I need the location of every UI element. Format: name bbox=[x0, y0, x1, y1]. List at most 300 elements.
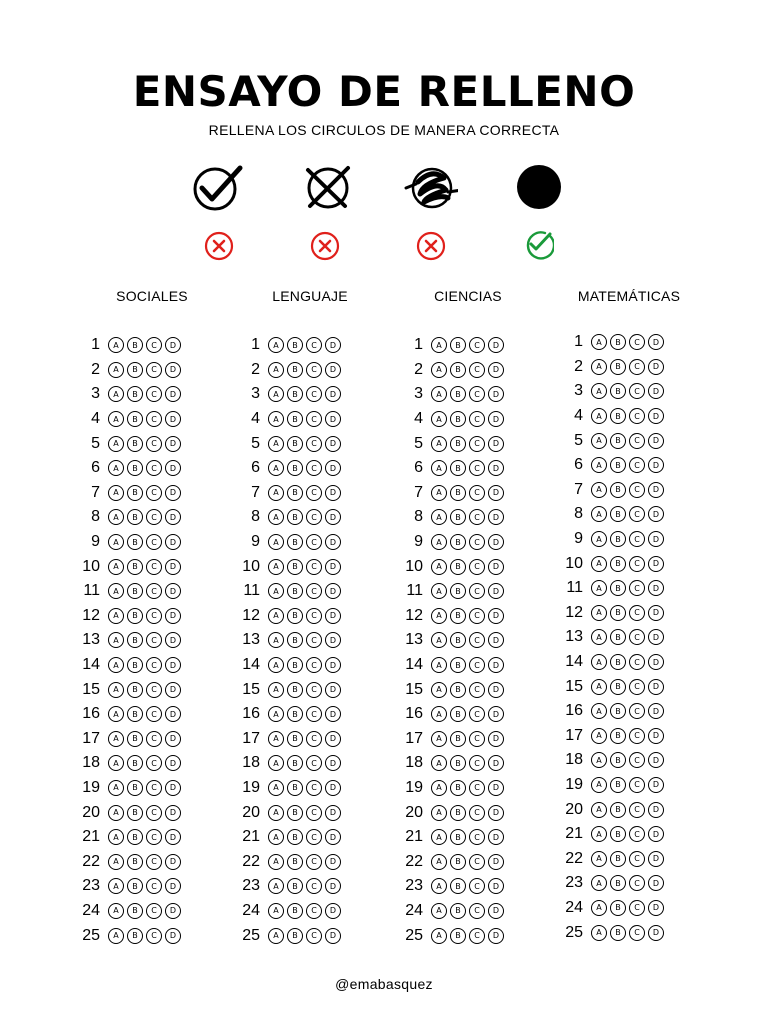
answer-bubble-b[interactable]: B bbox=[287, 878, 303, 894]
answer-bubble-d[interactable]: D bbox=[165, 632, 181, 648]
answer-bubble-c[interactable]: C bbox=[146, 460, 162, 476]
answer-bubble-a[interactable]: A bbox=[431, 878, 447, 894]
answer-bubble-a[interactable]: A bbox=[591, 334, 607, 350]
answer-bubble-b[interactable]: B bbox=[450, 436, 466, 452]
answer-bubble-c[interactable]: C bbox=[629, 334, 645, 350]
answer-bubble-c[interactable]: C bbox=[629, 556, 645, 572]
answer-bubble-c[interactable]: C bbox=[629, 925, 645, 941]
answer-bubble-b[interactable]: B bbox=[127, 829, 143, 845]
answer-bubble-a[interactable]: A bbox=[268, 411, 284, 427]
answer-bubble-c[interactable]: C bbox=[629, 777, 645, 793]
answer-bubble-a[interactable]: A bbox=[431, 682, 447, 698]
answer-bubble-b[interactable]: B bbox=[287, 755, 303, 771]
answer-bubble-b[interactable]: B bbox=[610, 482, 626, 498]
answer-bubble-a[interactable]: A bbox=[431, 780, 447, 796]
answer-bubble-a[interactable]: A bbox=[268, 878, 284, 894]
answer-bubble-a[interactable]: A bbox=[268, 460, 284, 476]
answer-bubble-a[interactable]: A bbox=[431, 485, 447, 501]
answer-bubble-d[interactable]: D bbox=[165, 780, 181, 796]
answer-bubble-c[interactable]: C bbox=[469, 386, 485, 402]
answer-bubble-c[interactable]: C bbox=[306, 436, 322, 452]
answer-bubble-b[interactable]: B bbox=[127, 411, 143, 427]
answer-bubble-d[interactable]: D bbox=[325, 706, 341, 722]
answer-bubble-d[interactable]: D bbox=[165, 411, 181, 427]
answer-bubble-a[interactable]: A bbox=[431, 928, 447, 944]
answer-bubble-a[interactable]: A bbox=[108, 829, 124, 845]
answer-bubble-d[interactable]: D bbox=[648, 359, 664, 375]
answer-bubble-b[interactable]: B bbox=[610, 925, 626, 941]
answer-bubble-b[interactable]: B bbox=[127, 755, 143, 771]
answer-bubble-b[interactable]: B bbox=[450, 928, 466, 944]
answer-bubble-a[interactable]: A bbox=[108, 854, 124, 870]
answer-bubble-c[interactable]: C bbox=[146, 583, 162, 599]
answer-bubble-c[interactable]: C bbox=[469, 878, 485, 894]
answer-bubble-c[interactable]: C bbox=[629, 875, 645, 891]
answer-bubble-a[interactable]: A bbox=[268, 436, 284, 452]
answer-bubble-c[interactable]: C bbox=[469, 632, 485, 648]
answer-bubble-b[interactable]: B bbox=[450, 632, 466, 648]
answer-bubble-c[interactable]: C bbox=[146, 903, 162, 919]
answer-bubble-c[interactable]: C bbox=[306, 657, 322, 673]
answer-bubble-d[interactable]: D bbox=[648, 679, 664, 695]
answer-bubble-a[interactable]: A bbox=[431, 559, 447, 575]
answer-bubble-c[interactable]: C bbox=[146, 436, 162, 452]
answer-bubble-c[interactable]: C bbox=[146, 731, 162, 747]
answer-bubble-b[interactable]: B bbox=[127, 583, 143, 599]
answer-bubble-d[interactable]: D bbox=[325, 386, 341, 402]
answer-bubble-b[interactable]: B bbox=[287, 903, 303, 919]
answer-bubble-c[interactable]: C bbox=[306, 386, 322, 402]
answer-bubble-a[interactable]: A bbox=[591, 531, 607, 547]
answer-bubble-b[interactable]: B bbox=[127, 928, 143, 944]
answer-bubble-d[interactable]: D bbox=[488, 706, 504, 722]
answer-bubble-b[interactable]: B bbox=[610, 556, 626, 572]
answer-bubble-a[interactable]: A bbox=[591, 629, 607, 645]
answer-bubble-a[interactable]: A bbox=[268, 706, 284, 722]
answer-bubble-a[interactable]: A bbox=[268, 854, 284, 870]
answer-bubble-d[interactable]: D bbox=[325, 583, 341, 599]
answer-bubble-d[interactable]: D bbox=[325, 829, 341, 845]
answer-bubble-a[interactable]: A bbox=[591, 482, 607, 498]
answer-bubble-b[interactable]: B bbox=[287, 854, 303, 870]
answer-bubble-a[interactable]: A bbox=[108, 559, 124, 575]
answer-bubble-d[interactable]: D bbox=[488, 559, 504, 575]
answer-bubble-a[interactable]: A bbox=[268, 509, 284, 525]
answer-bubble-a[interactable]: A bbox=[591, 826, 607, 842]
answer-bubble-c[interactable]: C bbox=[629, 679, 645, 695]
answer-bubble-d[interactable]: D bbox=[165, 829, 181, 845]
answer-bubble-a[interactable]: A bbox=[268, 362, 284, 378]
answer-bubble-d[interactable]: D bbox=[648, 777, 664, 793]
answer-bubble-c[interactable]: C bbox=[146, 755, 162, 771]
answer-bubble-d[interactable]: D bbox=[325, 854, 341, 870]
answer-bubble-c[interactable]: C bbox=[306, 682, 322, 698]
answer-bubble-b[interactable]: B bbox=[287, 829, 303, 845]
answer-bubble-c[interactable]: C bbox=[629, 433, 645, 449]
answer-bubble-b[interactable]: B bbox=[610, 334, 626, 350]
answer-bubble-d[interactable]: D bbox=[165, 854, 181, 870]
answer-bubble-a[interactable]: A bbox=[431, 805, 447, 821]
answer-bubble-a[interactable]: A bbox=[268, 583, 284, 599]
answer-bubble-a[interactable]: A bbox=[268, 559, 284, 575]
answer-bubble-d[interactable]: D bbox=[648, 605, 664, 621]
answer-bubble-c[interactable]: C bbox=[306, 706, 322, 722]
answer-bubble-d[interactable]: D bbox=[488, 436, 504, 452]
answer-bubble-c[interactable]: C bbox=[469, 829, 485, 845]
answer-bubble-b[interactable]: B bbox=[127, 780, 143, 796]
answer-bubble-a[interactable]: A bbox=[108, 903, 124, 919]
answer-bubble-a[interactable]: A bbox=[431, 854, 447, 870]
answer-bubble-d[interactable]: D bbox=[648, 433, 664, 449]
answer-bubble-c[interactable]: C bbox=[146, 632, 162, 648]
answer-bubble-a[interactable]: A bbox=[268, 608, 284, 624]
answer-bubble-c[interactable]: C bbox=[629, 851, 645, 867]
answer-bubble-d[interactable]: D bbox=[165, 485, 181, 501]
answer-bubble-c[interactable]: C bbox=[469, 805, 485, 821]
answer-bubble-c[interactable]: C bbox=[469, 928, 485, 944]
answer-bubble-d[interactable]: D bbox=[488, 460, 504, 476]
answer-bubble-d[interactable]: D bbox=[648, 925, 664, 941]
answer-bubble-a[interactable]: A bbox=[591, 506, 607, 522]
answer-bubble-d[interactable]: D bbox=[325, 632, 341, 648]
answer-bubble-d[interactable]: D bbox=[488, 337, 504, 353]
answer-bubble-a[interactable]: A bbox=[268, 682, 284, 698]
answer-bubble-a[interactable]: A bbox=[268, 780, 284, 796]
answer-bubble-b[interactable]: B bbox=[127, 731, 143, 747]
answer-bubble-b[interactable]: B bbox=[610, 900, 626, 916]
answer-bubble-c[interactable]: C bbox=[306, 583, 322, 599]
answer-bubble-d[interactable]: D bbox=[488, 903, 504, 919]
answer-bubble-a[interactable]: A bbox=[268, 928, 284, 944]
answer-bubble-a[interactable]: A bbox=[108, 878, 124, 894]
answer-bubble-d[interactable]: D bbox=[488, 362, 504, 378]
answer-bubble-a[interactable]: A bbox=[268, 534, 284, 550]
answer-bubble-b[interactable]: B bbox=[450, 608, 466, 624]
answer-bubble-d[interactable]: D bbox=[488, 509, 504, 525]
answer-bubble-a[interactable]: A bbox=[268, 386, 284, 402]
answer-bubble-a[interactable]: A bbox=[268, 731, 284, 747]
answer-bubble-b[interactable]: B bbox=[450, 854, 466, 870]
answer-bubble-a[interactable]: A bbox=[431, 460, 447, 476]
answer-bubble-b[interactable]: B bbox=[287, 780, 303, 796]
answer-bubble-b[interactable]: B bbox=[127, 534, 143, 550]
answer-bubble-d[interactable]: D bbox=[648, 383, 664, 399]
answer-bubble-c[interactable]: C bbox=[629, 900, 645, 916]
answer-bubble-c[interactable]: C bbox=[306, 608, 322, 624]
answer-bubble-b[interactable]: B bbox=[287, 805, 303, 821]
answer-bubble-b[interactable]: B bbox=[610, 580, 626, 596]
answer-bubble-a[interactable]: A bbox=[591, 556, 607, 572]
answer-bubble-c[interactable]: C bbox=[629, 580, 645, 596]
answer-bubble-c[interactable]: C bbox=[469, 485, 485, 501]
answer-bubble-c[interactable]: C bbox=[146, 608, 162, 624]
answer-bubble-a[interactable]: A bbox=[591, 752, 607, 768]
answer-bubble-d[interactable]: D bbox=[325, 534, 341, 550]
answer-bubble-a[interactable]: A bbox=[108, 928, 124, 944]
answer-bubble-b[interactable]: B bbox=[287, 386, 303, 402]
answer-bubble-a[interactable]: A bbox=[268, 337, 284, 353]
answer-bubble-a[interactable]: A bbox=[108, 682, 124, 698]
answer-bubble-a[interactable]: A bbox=[268, 903, 284, 919]
answer-bubble-b[interactable]: B bbox=[450, 878, 466, 894]
answer-bubble-a[interactable]: A bbox=[591, 679, 607, 695]
answer-bubble-c[interactable]: C bbox=[306, 485, 322, 501]
answer-bubble-d[interactable]: D bbox=[488, 657, 504, 673]
answer-bubble-b[interactable]: B bbox=[287, 460, 303, 476]
answer-bubble-d[interactable]: D bbox=[165, 608, 181, 624]
answer-bubble-a[interactable]: A bbox=[431, 657, 447, 673]
answer-bubble-a[interactable]: A bbox=[108, 608, 124, 624]
answer-bubble-a[interactable]: A bbox=[108, 485, 124, 501]
answer-bubble-b[interactable]: B bbox=[127, 657, 143, 673]
answer-bubble-d[interactable]: D bbox=[165, 706, 181, 722]
answer-bubble-c[interactable]: C bbox=[146, 509, 162, 525]
answer-bubble-d[interactable]: D bbox=[488, 608, 504, 624]
answer-bubble-d[interactable]: D bbox=[165, 731, 181, 747]
answer-bubble-c[interactable]: C bbox=[629, 506, 645, 522]
answer-bubble-a[interactable]: A bbox=[431, 608, 447, 624]
answer-bubble-b[interactable]: B bbox=[287, 608, 303, 624]
answer-bubble-a[interactable]: A bbox=[431, 829, 447, 845]
answer-bubble-b[interactable]: B bbox=[287, 337, 303, 353]
answer-bubble-b[interactable]: B bbox=[610, 851, 626, 867]
answer-bubble-d[interactable]: D bbox=[325, 755, 341, 771]
answer-bubble-a[interactable]: A bbox=[591, 875, 607, 891]
answer-bubble-b[interactable]: B bbox=[450, 755, 466, 771]
answer-bubble-c[interactable]: C bbox=[306, 780, 322, 796]
answer-bubble-b[interactable]: B bbox=[610, 826, 626, 842]
answer-bubble-b[interactable]: B bbox=[450, 411, 466, 427]
answer-bubble-b[interactable]: B bbox=[610, 654, 626, 670]
answer-bubble-c[interactable]: C bbox=[306, 805, 322, 821]
answer-bubble-b[interactable]: B bbox=[450, 805, 466, 821]
answer-bubble-b[interactable]: B bbox=[127, 682, 143, 698]
answer-bubble-b[interactable]: B bbox=[450, 337, 466, 353]
answer-bubble-b[interactable]: B bbox=[287, 731, 303, 747]
answer-bubble-b[interactable]: B bbox=[450, 362, 466, 378]
answer-bubble-a[interactable]: A bbox=[591, 433, 607, 449]
answer-bubble-d[interactable]: D bbox=[488, 878, 504, 894]
answer-bubble-c[interactable]: C bbox=[146, 805, 162, 821]
answer-bubble-c[interactable]: C bbox=[469, 731, 485, 747]
answer-bubble-b[interactable]: B bbox=[610, 408, 626, 424]
answer-bubble-a[interactable]: A bbox=[108, 706, 124, 722]
answer-bubble-d[interactable]: D bbox=[165, 583, 181, 599]
answer-bubble-b[interactable]: B bbox=[610, 802, 626, 818]
answer-bubble-a[interactable]: A bbox=[431, 386, 447, 402]
answer-bubble-c[interactable]: C bbox=[146, 386, 162, 402]
answer-bubble-b[interactable]: B bbox=[450, 509, 466, 525]
answer-bubble-b[interactable]: B bbox=[610, 875, 626, 891]
answer-bubble-b[interactable]: B bbox=[450, 731, 466, 747]
answer-bubble-b[interactable]: B bbox=[127, 436, 143, 452]
answer-bubble-b[interactable]: B bbox=[610, 506, 626, 522]
answer-bubble-d[interactable]: D bbox=[648, 482, 664, 498]
answer-bubble-b[interactable]: B bbox=[127, 632, 143, 648]
answer-bubble-b[interactable]: B bbox=[450, 386, 466, 402]
answer-bubble-b[interactable]: B bbox=[287, 583, 303, 599]
answer-bubble-d[interactable]: D bbox=[325, 878, 341, 894]
answer-bubble-c[interactable]: C bbox=[146, 657, 162, 673]
answer-bubble-b[interactable]: B bbox=[287, 485, 303, 501]
answer-bubble-c[interactable]: C bbox=[306, 534, 322, 550]
answer-bubble-d[interactable]: D bbox=[165, 436, 181, 452]
answer-bubble-b[interactable]: B bbox=[450, 682, 466, 698]
answer-bubble-b[interactable]: B bbox=[610, 752, 626, 768]
answer-bubble-d[interactable]: D bbox=[488, 731, 504, 747]
answer-bubble-d[interactable]: D bbox=[488, 583, 504, 599]
answer-bubble-d[interactable]: D bbox=[325, 411, 341, 427]
answer-bubble-c[interactable]: C bbox=[629, 408, 645, 424]
answer-bubble-b[interactable]: B bbox=[450, 829, 466, 845]
answer-bubble-a[interactable]: A bbox=[268, 829, 284, 845]
answer-bubble-c[interactable]: C bbox=[629, 826, 645, 842]
answer-bubble-d[interactable]: D bbox=[648, 334, 664, 350]
answer-bubble-b[interactable]: B bbox=[127, 903, 143, 919]
answer-bubble-d[interactable]: D bbox=[648, 851, 664, 867]
answer-bubble-d[interactable]: D bbox=[488, 854, 504, 870]
answer-bubble-d[interactable]: D bbox=[648, 531, 664, 547]
answer-bubble-d[interactable]: D bbox=[325, 436, 341, 452]
answer-bubble-a[interactable]: A bbox=[431, 903, 447, 919]
answer-bubble-c[interactable]: C bbox=[306, 755, 322, 771]
answer-bubble-d[interactable]: D bbox=[165, 903, 181, 919]
answer-bubble-c[interactable]: C bbox=[469, 460, 485, 476]
answer-bubble-a[interactable]: A bbox=[108, 411, 124, 427]
answer-bubble-d[interactable]: D bbox=[325, 460, 341, 476]
answer-bubble-b[interactable]: B bbox=[610, 605, 626, 621]
answer-bubble-d[interactable]: D bbox=[648, 654, 664, 670]
answer-bubble-d[interactable]: D bbox=[165, 878, 181, 894]
answer-bubble-b[interactable]: B bbox=[287, 632, 303, 648]
answer-bubble-b[interactable]: B bbox=[287, 657, 303, 673]
answer-bubble-c[interactable]: C bbox=[306, 362, 322, 378]
answer-bubble-c[interactable]: C bbox=[146, 534, 162, 550]
answer-bubble-b[interactable]: B bbox=[450, 583, 466, 599]
answer-bubble-d[interactable]: D bbox=[648, 580, 664, 596]
answer-bubble-d[interactable]: D bbox=[648, 802, 664, 818]
answer-bubble-c[interactable]: C bbox=[629, 802, 645, 818]
answer-bubble-a[interactable]: A bbox=[431, 509, 447, 525]
answer-bubble-b[interactable]: B bbox=[610, 703, 626, 719]
answer-bubble-c[interactable]: C bbox=[146, 559, 162, 575]
answer-bubble-a[interactable]: A bbox=[431, 411, 447, 427]
answer-bubble-b[interactable]: B bbox=[450, 657, 466, 673]
answer-bubble-b[interactable]: B bbox=[610, 629, 626, 645]
answer-bubble-b[interactable]: B bbox=[610, 777, 626, 793]
answer-bubble-d[interactable]: D bbox=[648, 752, 664, 768]
answer-bubble-b[interactable]: B bbox=[610, 531, 626, 547]
answer-bubble-c[interactable]: C bbox=[146, 854, 162, 870]
answer-bubble-d[interactable]: D bbox=[165, 337, 181, 353]
answer-bubble-c[interactable]: C bbox=[306, 559, 322, 575]
answer-bubble-d[interactable]: D bbox=[325, 337, 341, 353]
answer-bubble-a[interactable]: A bbox=[108, 386, 124, 402]
answer-bubble-d[interactable]: D bbox=[488, 682, 504, 698]
answer-bubble-a[interactable]: A bbox=[108, 731, 124, 747]
answer-bubble-b[interactable]: B bbox=[127, 805, 143, 821]
answer-bubble-d[interactable]: D bbox=[648, 900, 664, 916]
answer-bubble-c[interactable]: C bbox=[629, 752, 645, 768]
answer-bubble-d[interactable]: D bbox=[648, 506, 664, 522]
answer-bubble-a[interactable]: A bbox=[108, 755, 124, 771]
answer-bubble-d[interactable]: D bbox=[165, 755, 181, 771]
answer-bubble-a[interactable]: A bbox=[431, 337, 447, 353]
answer-bubble-d[interactable]: D bbox=[648, 556, 664, 572]
answer-bubble-a[interactable]: A bbox=[268, 805, 284, 821]
answer-bubble-a[interactable]: A bbox=[591, 802, 607, 818]
answer-bubble-c[interactable]: C bbox=[629, 359, 645, 375]
answer-bubble-d[interactable]: D bbox=[325, 780, 341, 796]
answer-bubble-d[interactable]: D bbox=[165, 460, 181, 476]
answer-bubble-a[interactable]: A bbox=[431, 731, 447, 747]
answer-bubble-a[interactable]: A bbox=[108, 337, 124, 353]
answer-bubble-b[interactable]: B bbox=[287, 362, 303, 378]
answer-bubble-c[interactable]: C bbox=[306, 460, 322, 476]
answer-bubble-a[interactable]: A bbox=[591, 457, 607, 473]
answer-bubble-b[interactable]: B bbox=[127, 854, 143, 870]
answer-bubble-a[interactable]: A bbox=[591, 408, 607, 424]
answer-bubble-d[interactable]: D bbox=[325, 805, 341, 821]
answer-bubble-c[interactable]: C bbox=[469, 682, 485, 698]
answer-bubble-b[interactable]: B bbox=[450, 534, 466, 550]
answer-bubble-a[interactable]: A bbox=[431, 436, 447, 452]
answer-bubble-c[interactable]: C bbox=[306, 928, 322, 944]
answer-bubble-b[interactable]: B bbox=[287, 928, 303, 944]
answer-bubble-d[interactable]: D bbox=[648, 875, 664, 891]
answer-bubble-b[interactable]: B bbox=[450, 706, 466, 722]
answer-bubble-b[interactable]: B bbox=[287, 534, 303, 550]
answer-bubble-a[interactable]: A bbox=[591, 703, 607, 719]
answer-bubble-c[interactable]: C bbox=[469, 534, 485, 550]
answer-bubble-c[interactable]: C bbox=[469, 337, 485, 353]
answer-bubble-d[interactable]: D bbox=[165, 805, 181, 821]
answer-bubble-b[interactable]: B bbox=[450, 485, 466, 501]
answer-bubble-d[interactable]: D bbox=[488, 386, 504, 402]
answer-bubble-c[interactable]: C bbox=[469, 608, 485, 624]
answer-bubble-b[interactable]: B bbox=[287, 706, 303, 722]
answer-bubble-b[interactable]: B bbox=[127, 337, 143, 353]
answer-bubble-c[interactable]: C bbox=[469, 780, 485, 796]
answer-bubble-c[interactable]: C bbox=[306, 878, 322, 894]
answer-bubble-a[interactable]: A bbox=[591, 383, 607, 399]
answer-bubble-a[interactable]: A bbox=[268, 657, 284, 673]
answer-bubble-c[interactable]: C bbox=[306, 509, 322, 525]
answer-bubble-c[interactable]: C bbox=[469, 583, 485, 599]
answer-bubble-d[interactable]: D bbox=[488, 632, 504, 648]
answer-bubble-b[interactable]: B bbox=[450, 780, 466, 796]
answer-bubble-b[interactable]: B bbox=[610, 359, 626, 375]
answer-bubble-c[interactable]: C bbox=[469, 411, 485, 427]
answer-bubble-b[interactable]: B bbox=[127, 485, 143, 501]
answer-bubble-a[interactable]: A bbox=[591, 359, 607, 375]
answer-bubble-d[interactable]: D bbox=[488, 534, 504, 550]
answer-bubble-b[interactable]: B bbox=[610, 679, 626, 695]
answer-bubble-a[interactable]: A bbox=[108, 657, 124, 673]
answer-bubble-c[interactable]: C bbox=[469, 755, 485, 771]
answer-bubble-c[interactable]: C bbox=[146, 682, 162, 698]
answer-bubble-c[interactable]: C bbox=[629, 654, 645, 670]
answer-bubble-c[interactable]: C bbox=[629, 383, 645, 399]
answer-bubble-c[interactable]: C bbox=[629, 728, 645, 744]
answer-bubble-b[interactable]: B bbox=[127, 608, 143, 624]
answer-bubble-d[interactable]: D bbox=[488, 805, 504, 821]
answer-bubble-a[interactable]: A bbox=[591, 654, 607, 670]
answer-bubble-a[interactable]: A bbox=[431, 534, 447, 550]
answer-bubble-a[interactable]: A bbox=[108, 534, 124, 550]
answer-bubble-d[interactable]: D bbox=[325, 657, 341, 673]
answer-bubble-b[interactable]: B bbox=[127, 559, 143, 575]
